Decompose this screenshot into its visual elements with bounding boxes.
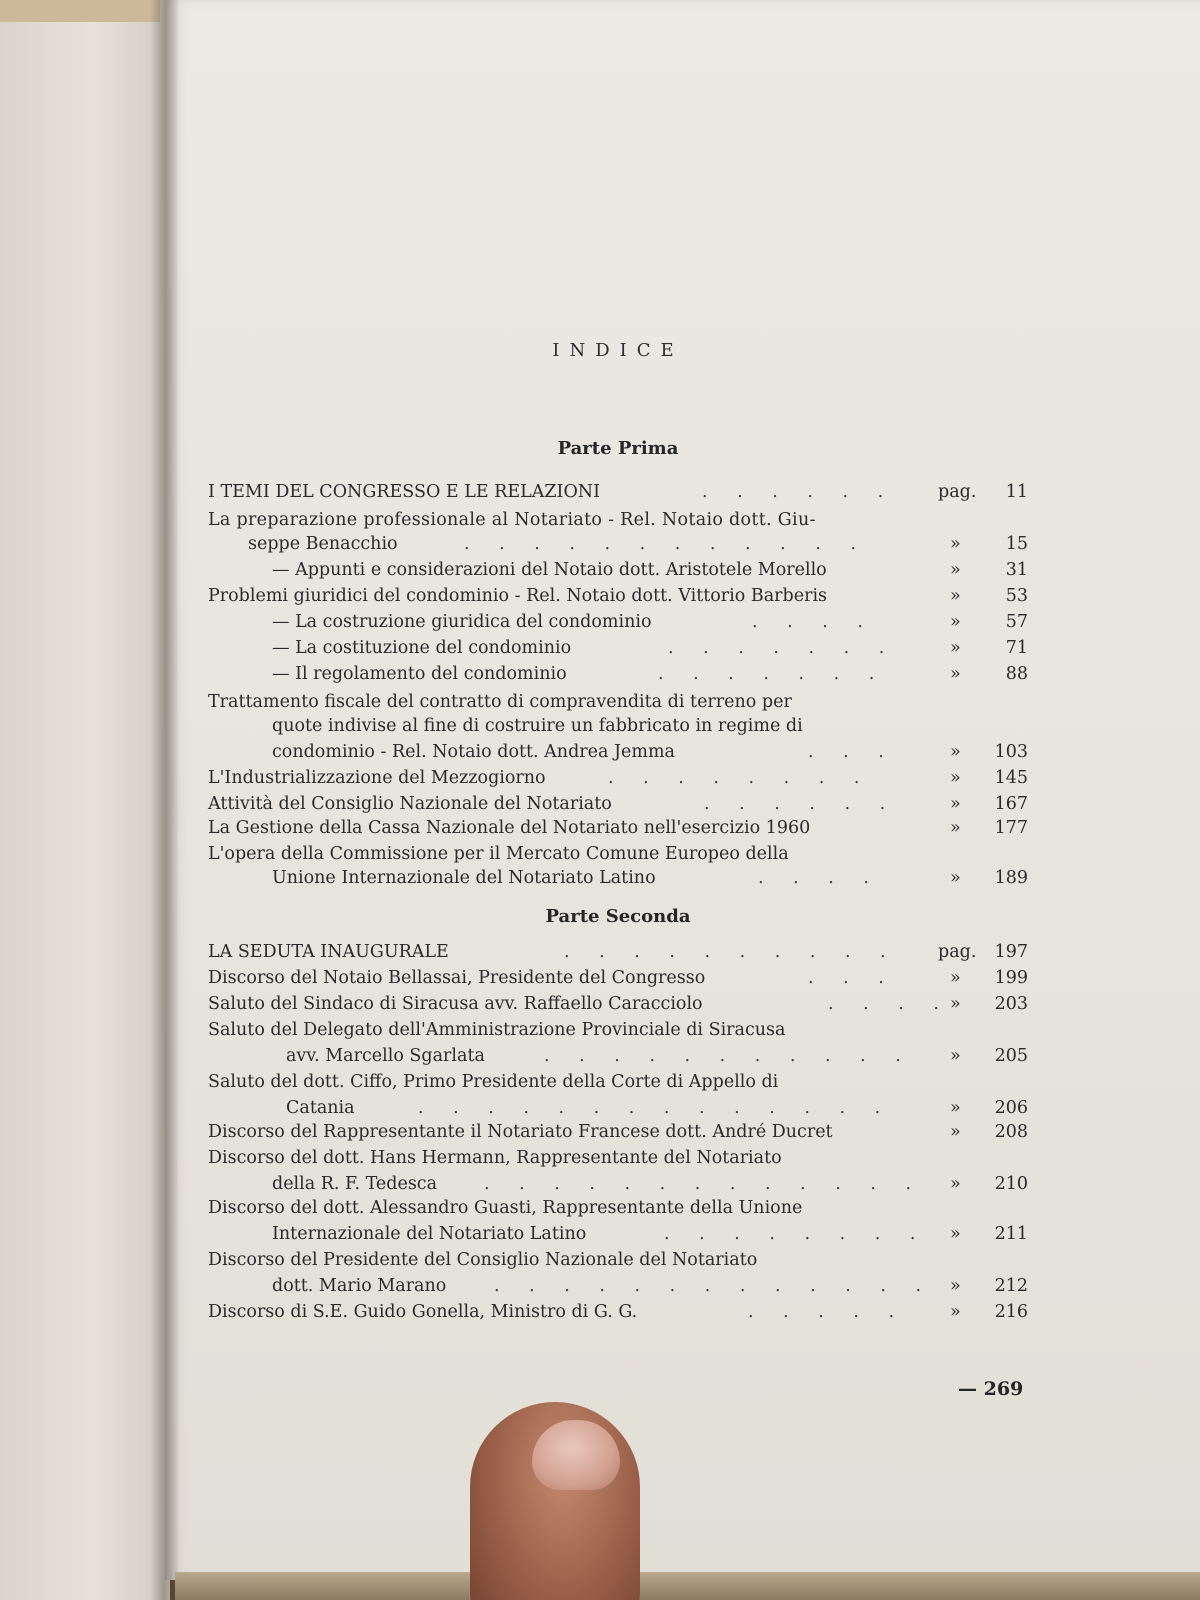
page-marker: » bbox=[950, 1224, 961, 1244]
page-marker: » bbox=[950, 612, 961, 632]
toc-entry-text: Attività del Consiglio Nazionale del Notariato bbox=[208, 794, 612, 814]
page-number: 167 bbox=[994, 794, 1028, 814]
toc-entry-text: Saluto del Delegato dell'Amministrazione Provinciale di Siracusa bbox=[208, 1020, 786, 1040]
page-marker: » bbox=[950, 664, 961, 684]
page-marker: » bbox=[950, 1174, 961, 1194]
toc-entry bbox=[208, 1222, 1048, 1246]
toc-entry-text: — Appunti e considerazioni del Notaio dott. Aristotele Morello bbox=[272, 560, 827, 580]
toc-entry-text: — La costituzione del condominio bbox=[272, 638, 572, 658]
thumbnail-photo bbox=[532, 1420, 620, 1490]
toc-entry-text: avv. Marcello Sgarlata bbox=[286, 1046, 485, 1066]
toc-entry-text: condominio - Rel. Notaio dott. Andrea Jemma bbox=[272, 742, 675, 762]
page-number: 177 bbox=[994, 818, 1028, 838]
toc-entry bbox=[208, 792, 1048, 816]
page-number: 206 bbox=[994, 1098, 1028, 1118]
leader-dots: . . . . . bbox=[748, 1302, 907, 1322]
toc-entry bbox=[208, 532, 1048, 556]
leader-dots: . . . bbox=[808, 742, 896, 762]
page-marker: » bbox=[950, 1276, 961, 1296]
page-number: 208 bbox=[994, 1122, 1028, 1142]
toc-entry bbox=[208, 1196, 1048, 1220]
toc-entry bbox=[208, 1172, 1048, 1196]
page-number: 203 bbox=[994, 994, 1028, 1014]
page-bottom-edge bbox=[175, 1572, 1200, 1600]
toc-entry bbox=[208, 992, 1048, 1016]
toc-entry bbox=[208, 558, 1048, 582]
toc-entry bbox=[208, 766, 1048, 790]
toc-entry-text: Trattamento fiscale del contratto di compravendita di terreno per bbox=[208, 692, 792, 712]
toc-entry bbox=[208, 1248, 1048, 1272]
toc-entry bbox=[208, 740, 1048, 764]
page-marker: » bbox=[950, 994, 961, 1014]
page-marker: pag. bbox=[938, 942, 977, 962]
page-number: 199 bbox=[994, 968, 1028, 988]
page-title: INDICE bbox=[552, 340, 684, 361]
toc-entry bbox=[208, 1096, 1048, 1120]
section-heading-parte-seconda: Parte Seconda bbox=[545, 906, 691, 927]
page-number: 57 bbox=[1005, 612, 1028, 632]
toc-entry-text: Catania bbox=[286, 1098, 355, 1118]
toc-entry bbox=[208, 816, 1048, 840]
toc-entry bbox=[208, 584, 1048, 608]
page-marker: » bbox=[950, 868, 961, 888]
left-facing-page bbox=[0, 0, 170, 1600]
page-marker: » bbox=[950, 586, 961, 606]
leader-dots: . . . . . . . bbox=[658, 664, 887, 684]
page-folio-number: — 269 bbox=[958, 1378, 1024, 1400]
toc-entry bbox=[208, 714, 1048, 738]
toc-entry-text: Saluto del dott. Ciffo, Primo Presidente della Corte di Appello di bbox=[208, 1072, 779, 1092]
toc-entry bbox=[208, 480, 1048, 504]
leader-dots: . . . . . . . bbox=[668, 638, 897, 658]
leader-dots: . . . . bbox=[828, 994, 951, 1014]
toc-entry-text: seppe Benacchio bbox=[248, 534, 398, 554]
leader-dots: . . . . . . . . . . . . . bbox=[494, 1276, 934, 1296]
page-number: 71 bbox=[1005, 638, 1028, 658]
toc-entry-text: Discorso di S.E. Guido Gonella, Ministro di G. G. bbox=[208, 1302, 638, 1322]
section-heading-parte-prima: Parte Prima bbox=[557, 438, 679, 459]
toc-entry-text: Discorso del dott. Alessandro Guasti, Rappresentante della Unione bbox=[208, 1198, 803, 1218]
toc-entry-text: L'Industrializzazione del Mezzogiorno bbox=[208, 768, 546, 788]
toc-entry-text: L'opera della Commissione per il Mercato Comune Europeo della bbox=[208, 844, 789, 864]
leader-dots: . . . . . . bbox=[702, 482, 896, 502]
page-number: 210 bbox=[994, 1174, 1028, 1194]
toc-entry-text: I TEMI DEL CONGRESSO E LE RELAZIONI bbox=[208, 482, 601, 502]
toc-entry-text: — La costruzione giuridica del condominio bbox=[272, 612, 652, 632]
toc-entry bbox=[208, 690, 1048, 714]
left-page-top-edge bbox=[0, 0, 160, 22]
toc-entry bbox=[208, 636, 1048, 660]
leader-dots: . . . . . . . . bbox=[608, 768, 872, 788]
page-number: 15 bbox=[1005, 534, 1028, 554]
toc-entry bbox=[208, 508, 1048, 532]
toc-entry bbox=[208, 662, 1048, 686]
page-number: 212 bbox=[994, 1276, 1028, 1296]
toc-entry bbox=[208, 610, 1048, 634]
page-number: 103 bbox=[994, 742, 1028, 762]
toc-entry-text: LA SEDUTA INAUGURALE bbox=[208, 942, 449, 962]
toc-entry-text: La preparazione professionale al Notariato - Rel. Notaio dott. Giu- bbox=[208, 510, 816, 530]
page-marker: » bbox=[950, 534, 961, 554]
toc-entry-text: quote indivise al fine di costruire un fabbricato in regime di bbox=[272, 716, 803, 736]
page-number: 216 bbox=[994, 1302, 1028, 1322]
page-number: 205 bbox=[994, 1046, 1028, 1066]
toc-entry-text: Problemi giuridici del condominio - Rel. Notaio dott. Vittorio Barberis bbox=[208, 586, 828, 606]
toc-entry-text: Internazionale del Notariato Latino bbox=[272, 1224, 587, 1244]
page-marker: » bbox=[950, 818, 961, 838]
page-marker: » bbox=[950, 768, 961, 788]
toc-entry-text: Discorso del Rappresentante il Notariato Francese dott. André Ducret bbox=[208, 1122, 833, 1142]
page-marker: » bbox=[950, 1122, 961, 1142]
toc-entry bbox=[208, 1070, 1048, 1094]
toc-entry-text: — Il regolamento del condominio bbox=[272, 664, 567, 684]
page-marker: » bbox=[950, 742, 961, 762]
page-marker: » bbox=[950, 1046, 961, 1066]
page-number: 31 bbox=[1005, 560, 1028, 580]
page-number: 145 bbox=[994, 768, 1028, 788]
toc-entry-text: Saluto del Sindaco di Siracusa avv. Raffaello Caracciolo bbox=[208, 994, 703, 1014]
toc-entry bbox=[208, 842, 1048, 866]
book-page bbox=[165, 0, 1200, 1580]
page-marker: » bbox=[950, 1098, 961, 1118]
page-marker: » bbox=[950, 1302, 961, 1322]
toc-entry bbox=[208, 966, 1048, 990]
toc-entry bbox=[208, 1018, 1048, 1042]
leader-dots: . . . . . . . . . . . . . bbox=[484, 1174, 924, 1194]
page-marker: » bbox=[950, 794, 961, 814]
page-marker: » bbox=[950, 560, 961, 580]
leader-dots: . . . . . . . . . . . . . . bbox=[418, 1098, 893, 1118]
toc-entry-text: dott. Mario Marano bbox=[272, 1276, 447, 1296]
toc-entry-text: Discorso del dott. Hans Hermann, Rappresentante del Notariato bbox=[208, 1148, 782, 1168]
page-number: 211 bbox=[994, 1224, 1028, 1244]
toc-entry-text: La Gestione della Cassa Nazionale del Notariato nell'esercizio 1960 bbox=[208, 818, 811, 838]
page-number: 88 bbox=[1005, 664, 1028, 684]
leader-dots: . . . . bbox=[752, 612, 875, 632]
leader-dots: . . . bbox=[808, 968, 896, 988]
toc-entry-text: della R. F. Tedesca bbox=[272, 1174, 438, 1194]
toc-entry bbox=[208, 1120, 1048, 1144]
page-marker: » bbox=[950, 638, 961, 658]
page-number: 189 bbox=[994, 868, 1028, 888]
page-number: 197 bbox=[994, 942, 1028, 962]
toc-entry bbox=[208, 866, 1048, 890]
leader-dots: . . . . . . . . . . . . bbox=[464, 534, 868, 554]
page-marker: pag. bbox=[938, 482, 977, 502]
toc-entry bbox=[208, 1044, 1048, 1068]
leader-dots: . . . . . . bbox=[704, 794, 898, 814]
leader-dots: . . . . . . . . . . bbox=[564, 942, 898, 962]
toc-entry-text: Unione Internazionale del Notariato Latino bbox=[272, 868, 656, 888]
page-marker: » bbox=[950, 968, 961, 988]
leader-dots: . . . . bbox=[758, 868, 881, 888]
toc-entry bbox=[208, 1300, 1048, 1324]
leader-dots: . . . . . . . . bbox=[664, 1224, 928, 1244]
toc-entry bbox=[208, 1274, 1048, 1298]
toc-entry bbox=[208, 1146, 1048, 1170]
leader-dots: . . . . . . . . . . . bbox=[544, 1046, 913, 1066]
toc-entry-text: Discorso del Notaio Bellassai, Presidente del Congresso bbox=[208, 968, 706, 988]
page-number: 11 bbox=[1005, 482, 1028, 502]
spine-shadow bbox=[150, 0, 178, 1600]
toc-entry bbox=[208, 940, 1048, 964]
toc-entry-text: Discorso del Presidente del Consiglio Nazionale del Notariato bbox=[208, 1250, 758, 1270]
page-number: 53 bbox=[1005, 586, 1028, 606]
